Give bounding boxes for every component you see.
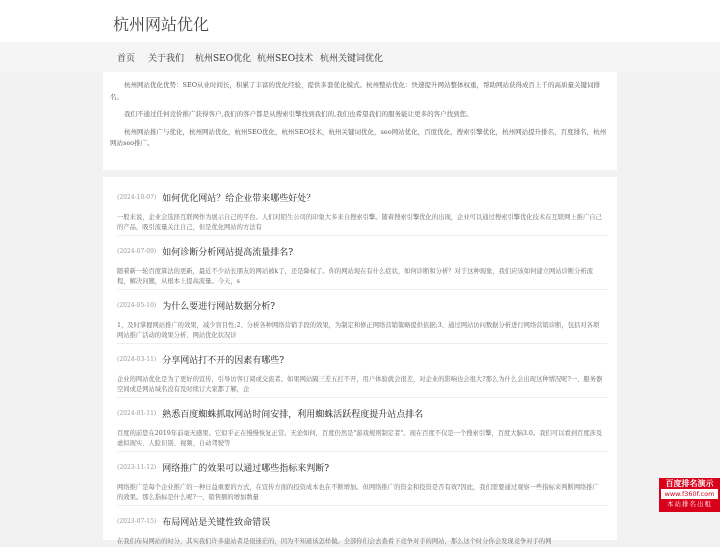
site-title[interactable]: 杭州网站优化 bbox=[113, 15, 210, 34]
article-title-link[interactable]: 如何优化网站？给企业带来哪些好处？ bbox=[162, 194, 316, 204]
article-date: (2024-01-11) bbox=[117, 410, 157, 417]
intro-paragraph: 杭州网站推广与优化，杭州网站优化，杭州SEO优化，杭州SEO技术，杭州关键词优化，seo网站优化，百度优化，搜索引擎优化，杭州网站提升排名，百度排名，杭州网站seo推广。 bbox=[110, 127, 607, 147]
intro-panel bbox=[103, 72, 617, 170]
article-excerpt: 随着新一轮百度算法的更新，最近不少站长朋友的网站被k了，还是降权了。你的网站现在有什么症状，如何诊断和分析？对于这种现象，我们应该如何建立网站诊断分析流程，解决问题，从根本上提高流量。今天，s bbox=[117, 268, 594, 285]
divider bbox=[117, 235, 607, 236]
article-item bbox=[117, 403, 607, 449]
article-excerpt: 网络推广是每个企业推广的一种日益重要的方式，在宣传方面的投资成本也在不断增加。但网络推广的资金和投资是否有效?因此，我们需要通过观察一些指标来判断网络推广的效果。那么指标是什么呢?一、销售额的增加数量 bbox=[117, 484, 599, 501]
article-title-link[interactable]: 为什么要进行网站数据分析? bbox=[162, 302, 276, 312]
article-date: (2023-07-15) bbox=[117, 518, 157, 525]
article-item bbox=[117, 511, 607, 547]
article-date: (2023-11-12) bbox=[117, 464, 157, 471]
article-item bbox=[117, 349, 607, 395]
article-excerpt: 1、及时掌握网站推广的效果，减少盲目性;2、分析各种网络营销手段的效果，为制定和修正网络营销策略提供依据;3、通过网站访问数据分析进行网络营销诊断，包括对各项网站推广活动的效果分析、网站优化状况诊 bbox=[117, 322, 600, 339]
divider bbox=[117, 397, 607, 398]
nav-item-seo-optimization[interactable]: 杭州SEO优化 bbox=[195, 54, 252, 64]
nav-item-home[interactable]: 首页 bbox=[117, 54, 136, 64]
article-item bbox=[117, 187, 607, 233]
article-item bbox=[117, 241, 607, 287]
main-nav bbox=[0, 42, 720, 71]
nav-item-keyword-optimization[interactable]: 杭州关键词优化 bbox=[320, 54, 384, 64]
article-item bbox=[117, 457, 607, 503]
article-excerpt: 百度的前您在2019年前毫无感果。它似乎正在慢慢恢复正常。无论如何，百度仍然是"游戏规则制定者"。现在百度不仅是一个搜索引擎，百度大脑3.0。我们可以看到百度涉及虚拟现实、人脸识别、视频、自动驾驶等 bbox=[117, 430, 603, 447]
article-title-link[interactable]: 熟悉百度蜘蛛抓取网站时间安排，利用蜘蛛活跃程度提升站点排名 bbox=[162, 410, 424, 420]
article-list bbox=[103, 177, 617, 545]
article-date: (2024-05-10) bbox=[117, 302, 157, 309]
article-date: (2024-07-09) bbox=[117, 248, 157, 255]
article-title-link[interactable]: 分享网站打不开的因素有哪些? bbox=[162, 356, 285, 366]
nav-item-about[interactable]: 关于我们 bbox=[148, 54, 185, 64]
intro-paragraph: 杭州网站优化优势：SEO从业时间长，积累了丰富的优化经验，提供多套优化模式。杭州整站优化：快速提升网站整体权重，帮助网站获得成百上千的高质量关键词排名。 bbox=[110, 81, 601, 101]
badge-title: 百度排名演示 bbox=[665, 479, 714, 488]
article-date: (2024-10-07) bbox=[117, 194, 157, 201]
article-title-link[interactable]: 如何诊断分析网站提高流量排名? bbox=[162, 248, 294, 258]
intro-paragraph: 我们不通过任何竞价推广获得客户,我们的客户都是从搜索引擎找到我们的,我们也希望我们的服务能让更多的客户找到您。 bbox=[124, 110, 473, 118]
article-excerpt: 企业的网站优化是为了更好的宣传，引导访客订阅或交流者。如果网站隔三差五打不开，用户体验就会很差，对企业的影响也会很大?那么为什么会出现这种情况呢?一、服务器空间或是网站域名没有及时续订大家都了解，企 bbox=[117, 376, 603, 393]
article-item bbox=[117, 295, 607, 341]
site-header bbox=[0, 0, 720, 42]
divider bbox=[117, 451, 607, 452]
article-excerpt: 一般来说，企业会选择互联网作为展示自己的平台。人们对陌生公司的印象大多来自搜索引擎。随着搜索引擎优化的出现，企业可以通过搜索引擎优化技术在互联网上推广自己的产品，吸引流量关注自己，但是优化网站的方法有 bbox=[117, 214, 602, 231]
article-date: (2024-03-11) bbox=[117, 356, 157, 363]
article-excerpt: 在我们布局网站的时分，其实我们许多建站者是很迷茫的，因为不知道该怎样做。全部你们会去查看下竞争对手的网站，那么这个时分你会发现竞争对手的网 bbox=[117, 538, 552, 545]
badge-url: www.f360f.com bbox=[661, 489, 718, 499]
divider bbox=[117, 505, 607, 506]
article-title-link[interactable]: 布局网站是关键性致命错误 bbox=[162, 518, 271, 528]
nav-item-seo-technology[interactable]: 杭州SEO技术 bbox=[257, 54, 314, 64]
divider bbox=[117, 343, 607, 344]
divider bbox=[117, 289, 607, 290]
badge-subtitle: 本站排名出租 bbox=[667, 500, 712, 508]
article-title-link[interactable]: 网络推广的效果可以通过哪些指标来判断? bbox=[162, 464, 330, 474]
ranking-ad-badge[interactable] bbox=[659, 478, 720, 512]
